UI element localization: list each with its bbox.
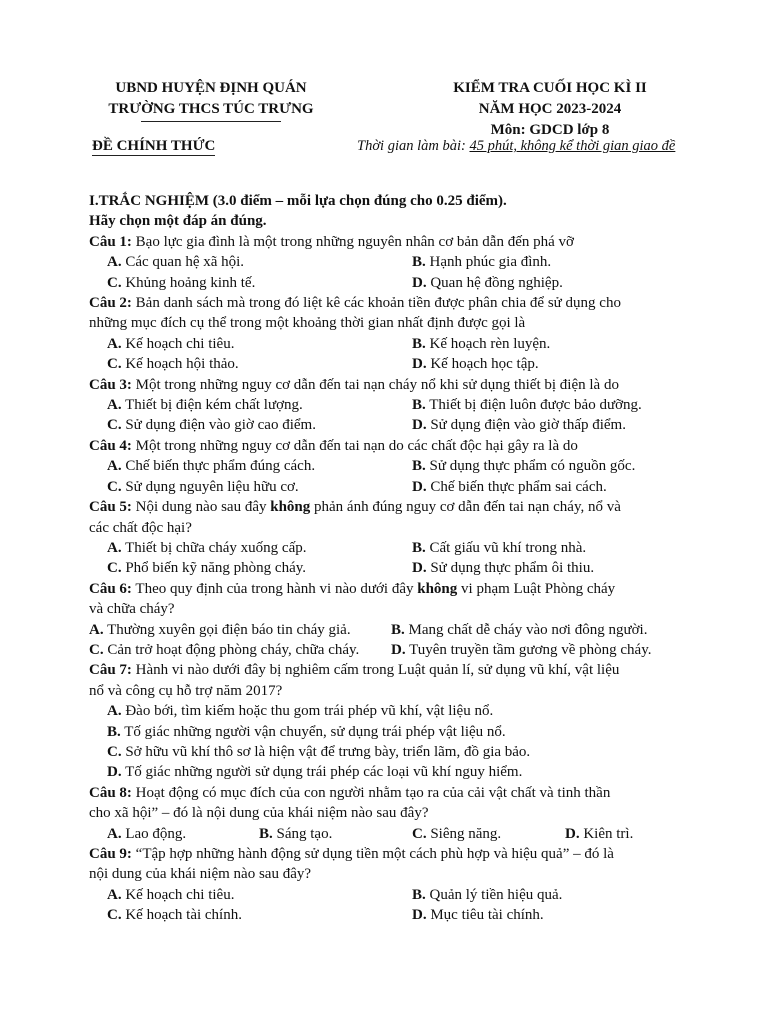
header-rule bbox=[141, 121, 281, 122]
option-b[interactable]: B. Hạnh phúc gia đình. bbox=[412, 254, 552, 271]
question-6: Câu 6: Theo quy định của trong hành vi nào dưới đây không vi phạm Luật Phòng cháy và chữa cháy? A. Thường xuyên gọi điện báo tin cháy giả. B. Mang chất dễ cháy vào nơi đông người. C. Cản trở hoạt động phòng cháy, chữa cháy. D. Tuyên truyền tầm gương về phòng cháy. bbox=[89, 579, 689, 661]
question-8 bbox=[89, 783, 689, 844]
option-a[interactable]: A. Thiết bị chữa cháy xuống cấp. bbox=[107, 539, 307, 556]
option-c[interactable]: C. Sở hữu vũ khí thô sơ là hiện vật để trưng bày, triển lãm, đồ gia bảo. bbox=[107, 743, 531, 760]
emphasis-word: không bbox=[417, 580, 458, 597]
option-c[interactable]: C. Khủng hoảng kinh tế. bbox=[107, 274, 256, 291]
question-text: Một trong những nguy cơ dẫn đến tai nạn do các chất độc hại gây ra là do bbox=[135, 437, 578, 454]
question-text-cont: nổ và công cụ hỗ trợ năm 2017? bbox=[89, 682, 283, 699]
emphasis-word: không bbox=[270, 499, 311, 516]
question-2 bbox=[89, 293, 689, 375]
question-1 bbox=[89, 232, 689, 293]
official-label: ĐỀ CHÍNH THỨC bbox=[92, 138, 216, 154]
option-a[interactable]: A. Lao động. bbox=[107, 825, 187, 842]
question-4 bbox=[89, 436, 689, 497]
question-text-cont: nội dung của khái niệm nào sau đây? bbox=[89, 866, 312, 883]
question-text: Nội dung nào sau đây bbox=[135, 499, 271, 516]
exam-title: KIỂM TRA CUỐI HỌC KÌ II bbox=[453, 80, 647, 96]
question-text: “Tập hợp những hành động sử dụng tiền một cách phù hợp và hiệu quả” – đó là bbox=[135, 846, 614, 862]
exam-header bbox=[380, 78, 720, 141]
question-7 bbox=[89, 660, 689, 782]
subject: Môn: GDCD lớp 8 bbox=[490, 122, 610, 138]
option-d[interactable]: D. Sử dụng điện vào giờ thấp điểm. bbox=[412, 417, 626, 434]
option-d[interactable]: D. Kế hoạch học tập. bbox=[412, 356, 539, 373]
option-b[interactable]: B. Cất giấu vũ khí trong nhà. bbox=[412, 539, 587, 556]
option-a[interactable]: A. Kế hoạch chi tiêu. bbox=[107, 886, 235, 903]
option-a[interactable]: A. Các quan hệ xã hội. bbox=[107, 254, 245, 271]
option-d[interactable]: D. Mục tiêu tài chính. bbox=[412, 907, 544, 924]
question-label: Câu 7: bbox=[89, 662, 132, 679]
option-d[interactable]: D. Chế biến thực phẩm sai cách. bbox=[412, 478, 607, 495]
question-label: Câu 8: bbox=[89, 784, 132, 801]
school-year: NĂM HỌC 2023-2024 bbox=[478, 101, 622, 117]
question-3 bbox=[89, 375, 689, 436]
question-label: Câu 2: bbox=[89, 295, 132, 312]
option-b[interactable]: B. Mang chất dễ cháy vào nơi đông người. bbox=[391, 621, 648, 638]
option-b[interactable]: B. Tố giác những người vận chuyển, sử dụng trái phép vật liệu nổ. bbox=[107, 723, 506, 740]
question-label: Câu 3: bbox=[89, 376, 132, 393]
option-b[interactable]: B. Sử dụng thực phẩm có nguồn gốc. bbox=[412, 458, 636, 475]
option-b[interactable]: B. Quản lý tiền hiệu quả. bbox=[412, 886, 563, 903]
time-prefix: Thời gian làm bài: bbox=[357, 138, 470, 154]
option-a[interactable]: A. Kế hoạch chi tiêu. bbox=[107, 335, 235, 352]
question-label: Câu 1: bbox=[89, 233, 132, 250]
question-label: Câu 4: bbox=[89, 437, 132, 454]
option-a[interactable]: A. Thiết bị điện kém chất lượng. bbox=[107, 397, 303, 414]
section-instruction: Hãy chọn một đáp án đúng. bbox=[89, 213, 267, 230]
option-c[interactable]: C. Sử dụng nguyên liệu hữu cơ. bbox=[107, 478, 299, 495]
option-a[interactable]: A. Đào bới, tìm kiếm hoặc thu gom trái phép vũ khí, vật liệu nổ. bbox=[107, 703, 494, 720]
question-label: Câu 6: bbox=[89, 580, 132, 597]
option-b[interactable]: B. Sáng tạo. bbox=[259, 825, 333, 842]
question-text-cont: những mục đích cụ thể trong một khoảng thời gian nhất định được gọi là bbox=[89, 315, 526, 332]
question-text: Bạo lực gia đình là một trong những nguyên nhân cơ bản dẫn đến phá vỡ bbox=[135, 233, 574, 250]
option-d[interactable]: D. Quan hệ đồng nghiệp. bbox=[412, 274, 563, 291]
option-a[interactable]: A. Thường xuyên gọi điện báo tin cháy giả. bbox=[89, 621, 351, 638]
question-text: Hành vi nào dưới đây bị nghiêm cấm trong Luật quản lí, sử dụng vũ khí, vật liệu bbox=[135, 662, 620, 679]
option-d[interactable]: D. Tố giác những người sử dụng trái phép các loại vũ khí nguy hiểm. bbox=[107, 764, 523, 781]
option-c[interactable]: C. Cản trở hoạt động phòng cháy, chữa cháy. bbox=[89, 641, 360, 658]
option-c[interactable]: C. Sử dụng điện vào giờ cao điểm. bbox=[107, 417, 316, 434]
school-name: TRƯỜNG THCS TÚC TRƯNG bbox=[108, 101, 314, 117]
question-text: Một trong những nguy cơ dẫn đến tai nạn cháy nổ khi sử dụng thiết bị điện là do bbox=[135, 376, 619, 393]
question-9 bbox=[89, 844, 689, 926]
option-b[interactable]: B. Kế hoạch rèn luyện. bbox=[412, 335, 551, 352]
section-title: I.TRẮC NGHIỆM (3.0 điểm – mỗi lựa chọn đúng cho 0.25 điểm). bbox=[89, 193, 507, 209]
option-d[interactable]: D. Kiên trì. bbox=[565, 825, 634, 842]
option-b[interactable]: B. Thiết bị điện luôn được bảo dưỡng. bbox=[412, 397, 642, 414]
option-c[interactable]: C. Siêng năng. bbox=[412, 825, 502, 842]
option-c[interactable]: C. Kế hoạch tài chính. bbox=[107, 907, 242, 924]
question-label: Câu 9: bbox=[89, 846, 132, 862]
district-name: UBND HUYỆN ĐỊNH QUÁN bbox=[115, 80, 307, 96]
question-text-cont: và chữa cháy? bbox=[89, 601, 175, 618]
question-label: Câu 5: bbox=[89, 499, 132, 516]
question-text: Theo quy định của trong hành vi nào dưới đây bbox=[135, 580, 418, 597]
question-text-cont: cho xã hội” – đó là nội dung của khái niệm nào sau đây? bbox=[89, 805, 429, 822]
question-text: Hoạt động có mục đích của con người nhằm tạo ra của cải vật chất và tinh thần bbox=[135, 784, 611, 801]
question-text: Bản danh sách mà trong đó liệt kê các khoản tiền được phân chia để sử dụng cho bbox=[135, 295, 621, 312]
option-c[interactable]: C. Kế hoạch hội thảo. bbox=[107, 356, 239, 373]
option-d[interactable]: D. Tuyên truyền tầm gương về phòng cháy. bbox=[391, 641, 652, 658]
time-duration: 45 phút, không kể thời gian giao đề bbox=[469, 138, 676, 154]
question-5: Câu 5: Nội dung nào sau đây không phản ánh đúng nguy cơ dẫn đến tai nạn cháy, nổ và các chất độc hại? A. Thiết bị chữa cháy xuống cấp. B. Cất giấu vũ khí trong nhà. C. Phổ biến kỹ năng phòng cháy. D. Sử dụng thực phẩm ôi thiu. bbox=[89, 497, 689, 579]
time-note bbox=[357, 137, 675, 155]
question-text-cont: các chất độc hại? bbox=[89, 519, 192, 536]
school-header bbox=[86, 78, 336, 122]
option-c[interactable]: C. Phổ biến kỹ năng phòng cháy. bbox=[107, 560, 307, 577]
option-a[interactable]: A. Chế biến thực phẩm đúng cách. bbox=[107, 458, 316, 475]
option-d[interactable]: D. Sử dụng thực phẩm ôi thiu. bbox=[412, 560, 595, 577]
exam-body bbox=[89, 191, 689, 926]
